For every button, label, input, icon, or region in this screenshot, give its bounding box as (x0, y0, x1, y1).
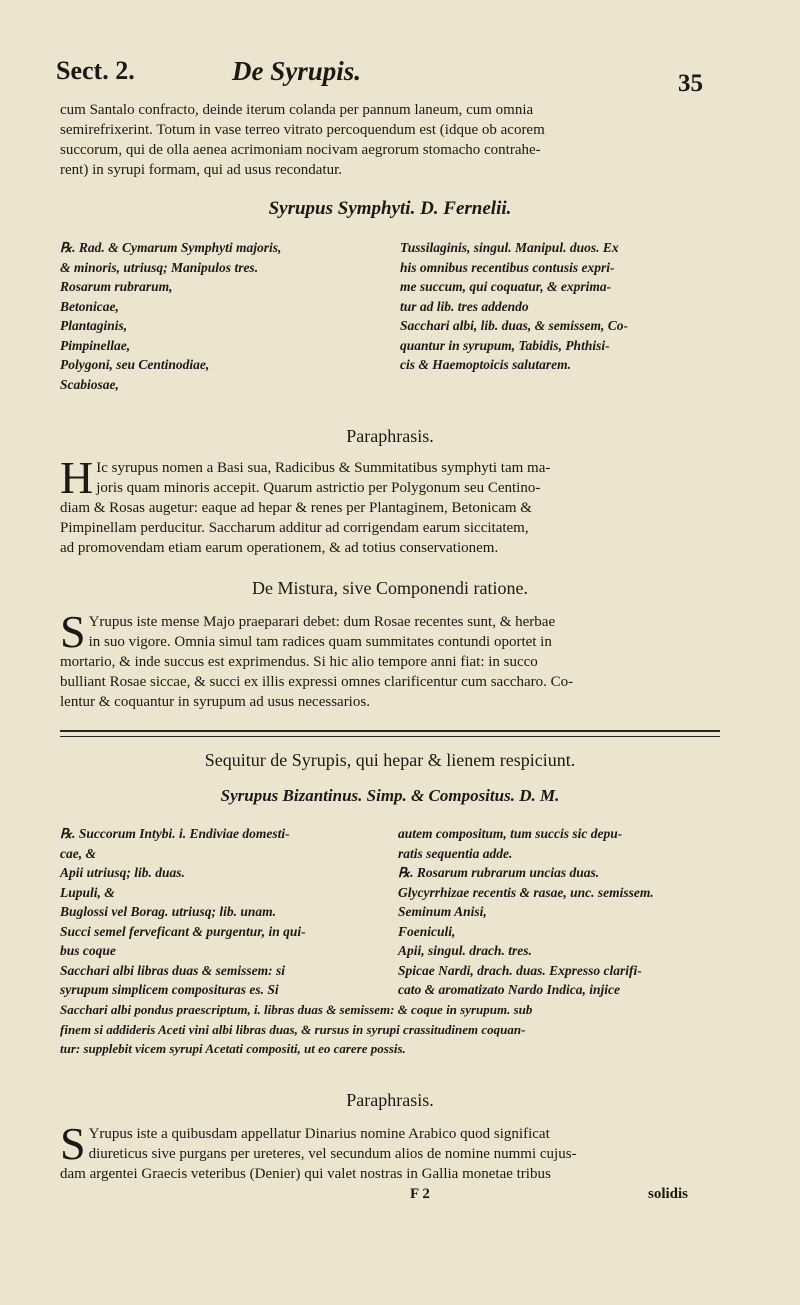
text-line: bulliant Rosae siccae, & succi ex illis expressi omnes clarificentur cum saccharo. Co- (60, 674, 574, 690)
running-header (56, 56, 728, 96)
text-line: rent) in syrupi formam, qui ad usus recondatur. (60, 162, 343, 178)
recipe-left-column (60, 238, 380, 394)
recipe-line: Betonicae, (60, 298, 119, 314)
recipe-line: Rosarum rubrarum, (60, 279, 173, 294)
recipe-line: Pimpinellae, (60, 337, 131, 353)
mistura-heading: De Mistura, sive Componendi ratione. (252, 578, 528, 598)
recipe-continuation (60, 1000, 720, 1059)
recipe-line: autem compositum, tum succis sic depu- (398, 826, 623, 841)
recipe-line: Lupuli, & (60, 884, 115, 900)
text-line: Pimpinellam perducitur. Saccharum additur ad corrigendam earum siccitatem, (60, 520, 529, 536)
recipe-line: ℞. Rosarum rubrarum uncias duas. (398, 865, 600, 880)
recipe-line: tur ad lib. tres addendo (400, 298, 529, 314)
section-label: Sect. 2. (56, 56, 135, 85)
paraphrasis-heading: Paraphrasis. (346, 426, 434, 446)
recipe-line: Sacchari albi libras duas & semissem: si (60, 962, 286, 978)
recipe-line: & minoris, utriusq; Manipulos tres. (60, 259, 259, 275)
recipe-title: Syrupus Symphyti. D. Fernelii. (268, 198, 512, 219)
recipe-line: bus coque (60, 943, 116, 958)
recipe-line: Polygoni, seu Centinodiae, (60, 357, 210, 372)
recipe-line: ℞. Rad. & Cymarum Symphyti majoris, (60, 240, 282, 255)
drop-cap: S (60, 606, 86, 657)
recipe-title: Syrupus Bizantinus. Simp. & Compositus. D. M. (220, 786, 560, 805)
recipe-line: his omnibus recentibus contusis expri- (400, 259, 615, 275)
page-number: 35 (678, 70, 703, 97)
recipe-right-column (400, 238, 720, 375)
recipe-line: ratis sequentia adde. (398, 845, 513, 861)
text-line: in suo vigore. Omnia simul tam radices quam summitates contundi oportet in (88, 634, 552, 650)
text-line: joris quam minoris accepit. Quarum astrictio per Polygonum seu Centino- (96, 480, 541, 496)
recipe-line: Apii, singul. drach. tres. (398, 943, 532, 958)
section-divider-thick (60, 730, 720, 732)
recipe-line: Sacchari albi pondus praescriptum, i. libras duas & semissem: & coque in syrupum. sub (60, 1002, 533, 1017)
recipe-line: tur: supplebit vicem syrupi Acetati compositi, ut eo carere possis. (60, 1041, 406, 1056)
section-heading: Sequitur de Syrupis, qui hepar & lienem respiciunt. (204, 750, 576, 770)
section-divider-thin (60, 736, 720, 737)
recipe-line: Spicae Nardi, drach. duas. Expresso clarifi- (398, 962, 642, 978)
page-title: De Syrupis. (232, 56, 362, 86)
drop-cap: S (60, 1118, 86, 1169)
recipe-line: Foeniculi, (398, 923, 456, 939)
recipe-line: cis & Haemoptoicis salutarem. (400, 357, 571, 372)
text-line: lentur & coquantur in syrupum ad usus necessarios. (60, 694, 370, 710)
text-line: semirefrixerint. Totum in vase terreo vitrato percoquendum est (idque ob acorem (60, 122, 545, 138)
paraphrasis-paragraph (60, 1118, 720, 1184)
recipe-line: Buglossi vel Borag. utriusq; lib. unam. (60, 904, 277, 919)
intro-paragraph (60, 100, 720, 180)
recipe-line: Succi semel ferveficant & purgentur, in qui- (60, 923, 306, 939)
recipe-line: cato & aromatizato Nardo Indica, injice (398, 982, 621, 997)
recipe-line: Scabiosae, (60, 376, 119, 392)
text-line: ad promovendam etiam earum operationem, & ad totius conservationem. (60, 540, 499, 556)
recipe-right-column (398, 824, 720, 1000)
text-line: Yrupus iste mense Majo praeparari debet: dum Rosae recentes sunt, & herbae (88, 614, 556, 630)
recipe-line: Tussilaginis, singul. Manipul. duos. Ex (400, 240, 619, 255)
text-line: diureticus sive purgans per ureteres, vel secundum alios de nomine nummi cujus- (88, 1146, 577, 1162)
mistura-paragraph (60, 606, 720, 712)
text-line: mortario, & inde succus est exprimendus. Si hic alio tempore anni fiat: in succo (60, 654, 538, 670)
text-line: Ic syrupus nomen a Basi sua, Radicibus & Summitatibus symphyti tam ma- (96, 460, 551, 476)
text-line: cum Santalo confracto, deinde iterum colanda per pannum laneum, cum omnia (60, 102, 534, 118)
recipe-line: cae, & (60, 845, 96, 861)
recipe-line: Sacchari albi, lib. duas, & semissem, Co- (400, 318, 629, 333)
signature-mark: F 2 (410, 1186, 430, 1202)
recipe-line: ℞. Succorum Intybi. i. Endiviae domesti- (60, 826, 290, 841)
recipe-left-column (60, 824, 390, 1000)
text-line: succorum, qui de olla aenea acrimoniam nocivam aegrorum stomacho contrahe- (60, 142, 541, 158)
recipe-line: syrupum simplicem composituras es. Si (60, 982, 279, 997)
recipe-line: Apii utriusq; lib. duas. (60, 865, 185, 880)
drop-cap: H (60, 452, 94, 503)
recipe-line: me succum, qui coquatur, & exprima- (400, 279, 612, 294)
catchword: solidis (648, 1186, 689, 1202)
recipe-line: quantur in syrupum, Tabidis, Phthisi- (400, 337, 610, 353)
recipe-line: finem si addideris Aceti vini albi libras duas, & rursus in syrupi crassitudinem coquan- (60, 1021, 526, 1037)
paraphrasis-paragraph (60, 452, 720, 558)
recipe-line: Glycyrrhizae recentis & rasae, unc. semissem. (398, 884, 654, 900)
recipe-line: Seminum Anisi, (398, 904, 487, 919)
text-line: diam & Rosas augetur: eaque ad hepar & renes per Plantaginem, Betonicam & (60, 500, 532, 516)
paraphrasis-heading: Paraphrasis. (346, 1090, 434, 1110)
recipe-line: Plantaginis, (60, 318, 128, 333)
text-line: dam argentei Graecis veteribus (Denier) qui valet nostras in Gallia monetae tribus (60, 1166, 551, 1182)
text-line: Yrupus iste a quibusdam appellatur Dinarius nomine Arabico quod significat (88, 1126, 550, 1142)
